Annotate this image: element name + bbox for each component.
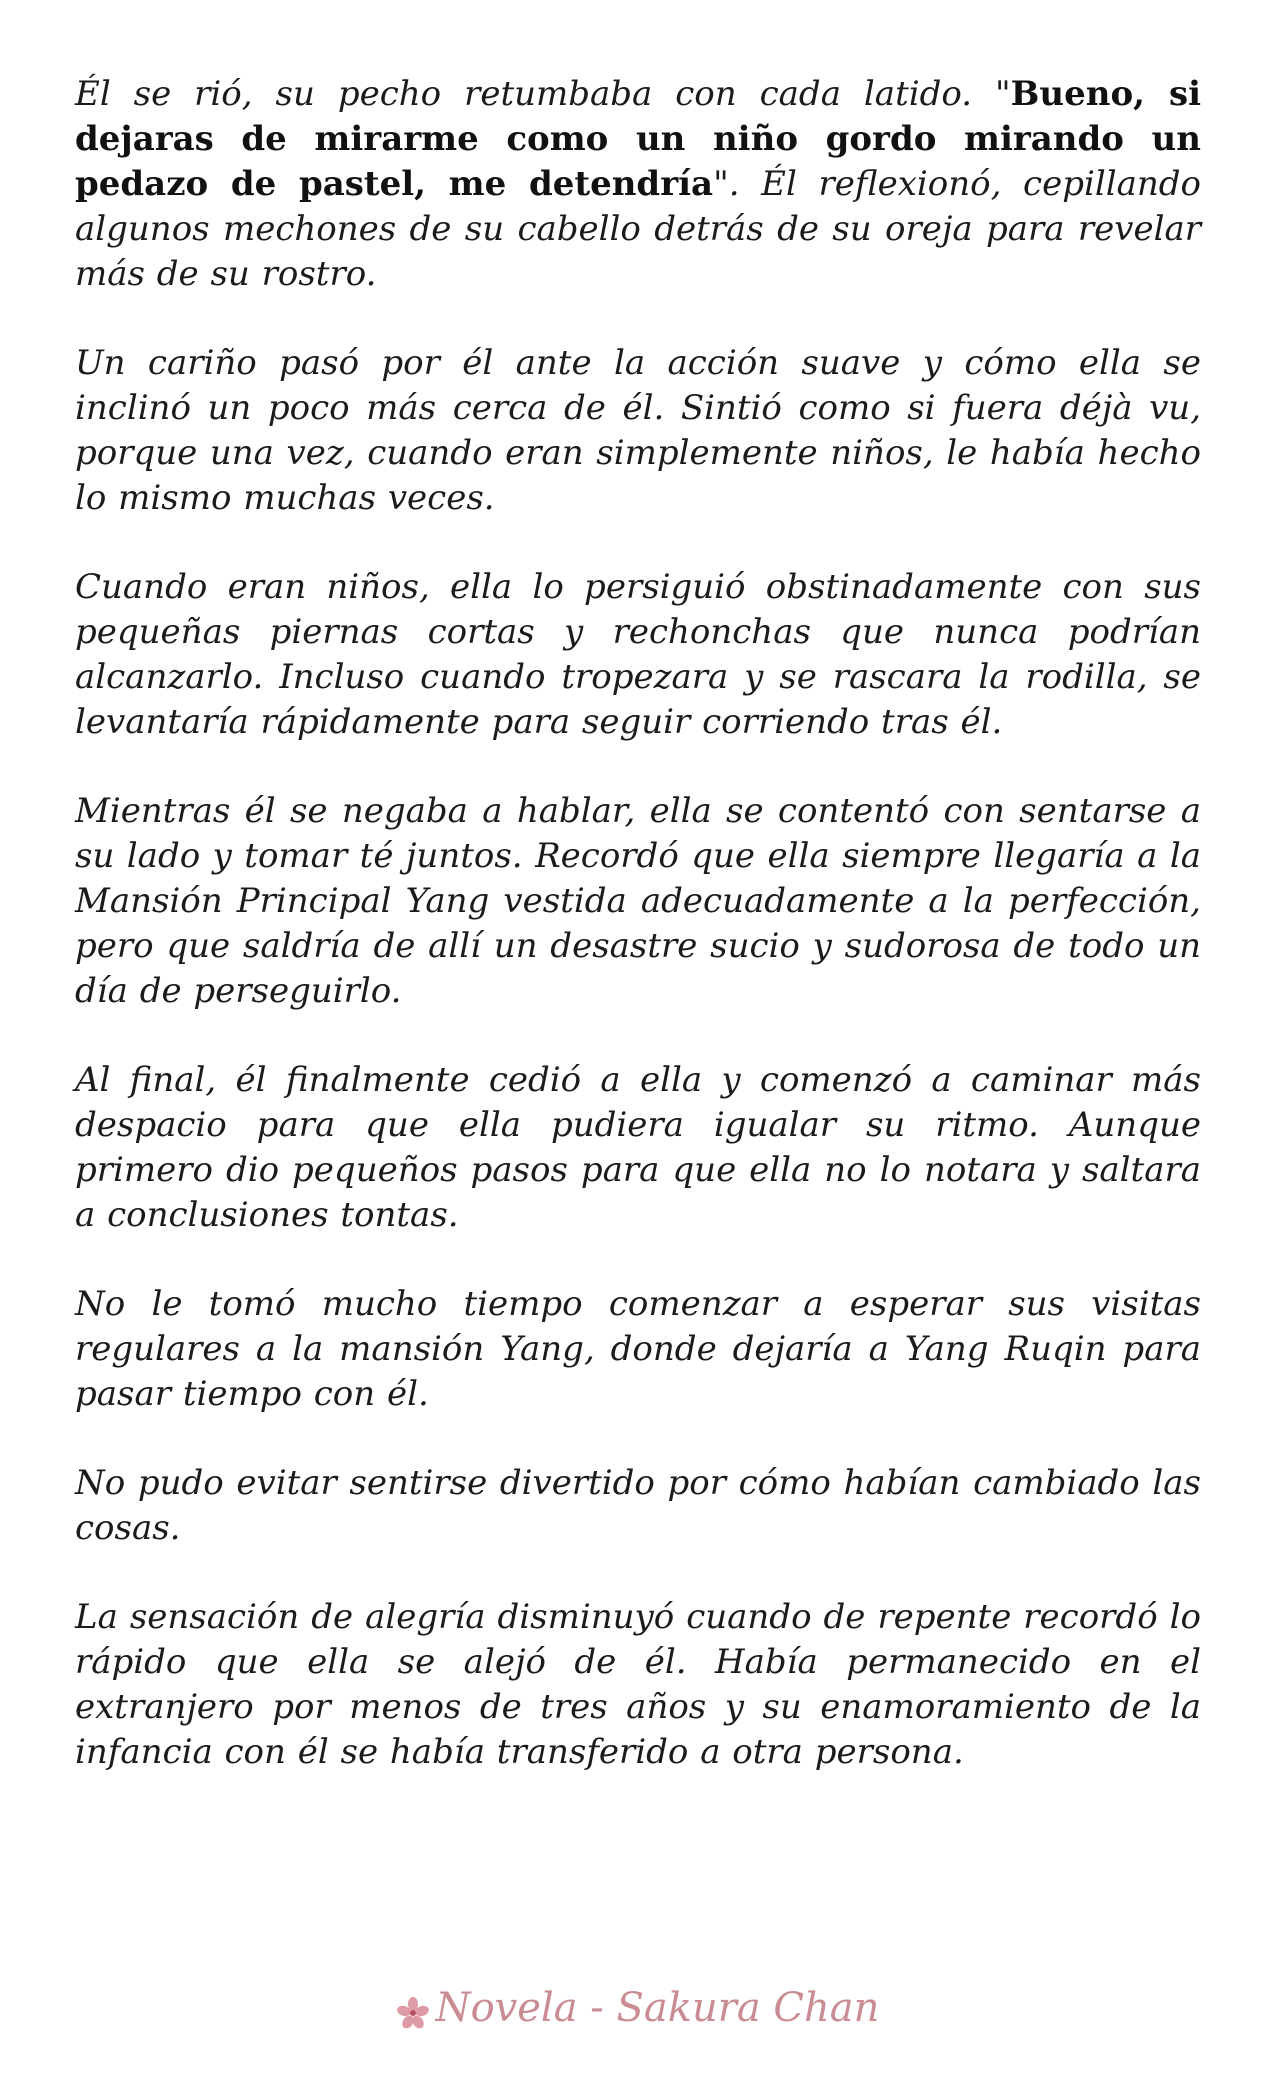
paragraph-5: Al final, él finalmente cedió a ella y comenzó a caminar más despacio para que ella pudiera igualar su ritmo. Aunque primero dio pequeños pasos para que ella no lo notara y saltara a conclusiones tontas. bbox=[75, 1060, 1201, 1235]
paragraph-1-narration-end: ". Él reflexionó, cepillando algunos mechones de su cabello detrás de su oreja para revelar más de su rostro. bbox=[75, 164, 1201, 294]
paragraph-7: No pudo evitar sentirse divertido por cómo habían cambiado las cosas. bbox=[75, 1463, 1201, 1548]
sakura-flower-icon bbox=[396, 1994, 430, 2028]
paragraph-4: Mientras él se negaba a hablar, ella se contentó con sentarse a su lado y tomar té juntos. Recordó que ella siempre llegaría a la Mansión Principal Yang vestida adecuadamente a la perfección, pero que saldría de allí un desastre sucio y sudorosa de todo un día de perseguirlo. bbox=[75, 791, 1201, 1011]
paragraph-6: No le tomó mucho tiempo comenzar a esperar sus visitas regulares a la mansión Yang, donde dejaría a Yang Ruqin para pasar tiempo con él. bbox=[75, 1284, 1201, 1414]
watermark-footer bbox=[0, 1985, 1275, 2031]
paragraph-1-dialogue: Bueno, si dejaras de mirarme como un niño gordo mirando un pedazo de pastel, me detendría bbox=[75, 74, 1202, 204]
document-body bbox=[75, 72, 1201, 1819]
paragraph-8: La sensación de alegría disminuyó cuando de repente recordó lo rápido que ella se alejó de él. Había permanecido en el extranjero por menos de tres años y su enamoramiento de la infancia con él se había transferido a otra persona. bbox=[75, 1597, 1201, 1772]
paragraph-1-narration-start: Él se rió, su pecho retumbaba con cada latido. " bbox=[75, 74, 1011, 114]
watermark-text: Novela - Sakura Chan bbox=[435, 1985, 880, 2031]
paragraph-2: Un cariño pasó por él ante la acción suave y cómo ella se inclinó un poco más cerca de él. Sintió como si fuera déjà vu, porque una vez, cuando eran simplemente niños, le había hecho lo mismo muchas veces. bbox=[75, 343, 1201, 518]
paragraph-1 bbox=[75, 72, 1201, 297]
paragraph-3: Cuando eran niños, ella lo persiguió obstinadamente con sus pequeñas piernas cortas y rechonchas que nunca podrían alcanzarlo. Incluso cuando tropezara y se rascara la rodilla, se levantaría rápidamente para seguir corriendo tras él. bbox=[75, 567, 1201, 742]
